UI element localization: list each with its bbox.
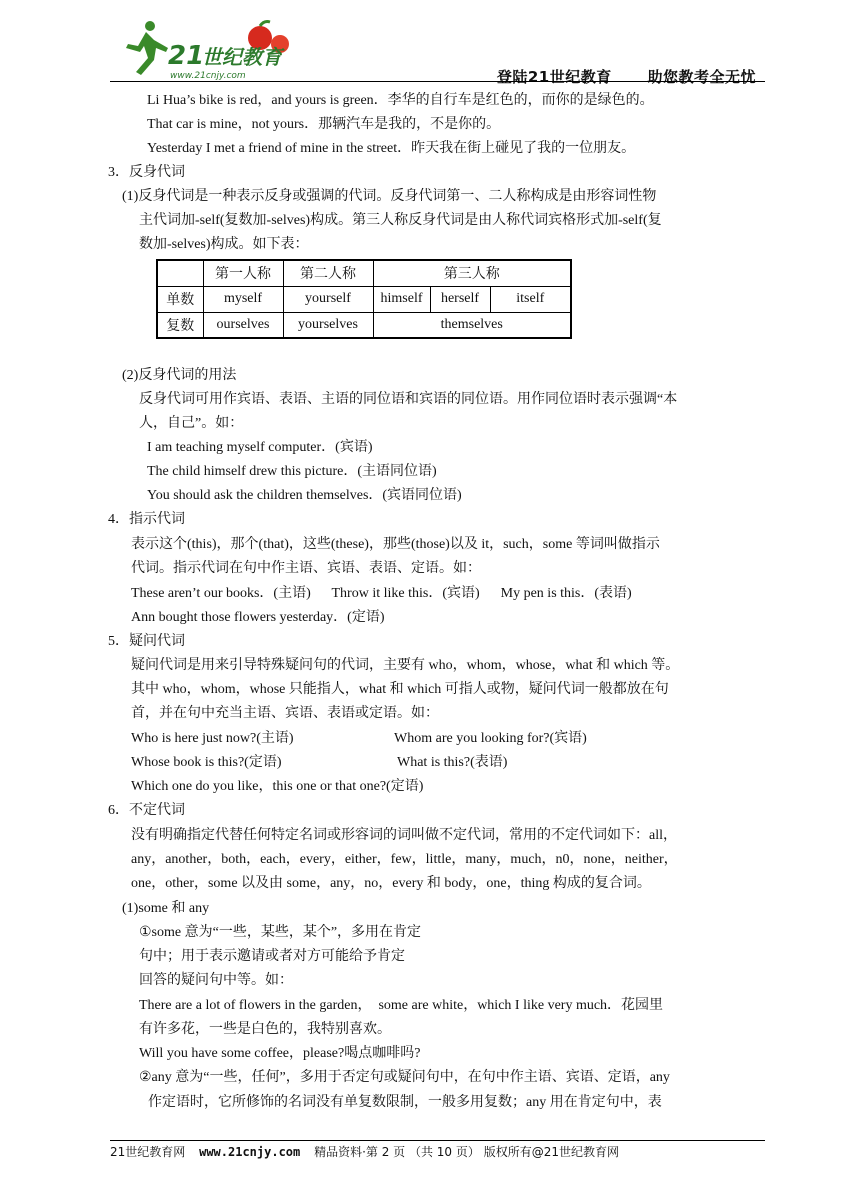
- section-heading: 3．反身代词: [108, 165, 185, 180]
- svg-text:21: 21: [168, 41, 205, 71]
- text-line: (1)some 和 any: [122, 901, 210, 916]
- reflexive-pronoun-table: [156, 259, 572, 339]
- text-line: 数加-selves)构成。如下表：: [139, 237, 309, 252]
- slogan-left: 登陆21世纪教育: [496, 68, 612, 86]
- text-line: 有许多花，一些是白色的，我特别喜欢。: [139, 1022, 391, 1037]
- text-line: ②any 意为“一些，任何”，多用于否定句或疑问句中，在句中作主语、宾语、定语，any: [139, 1070, 670, 1085]
- text-line: There are a lot of flowers in the garden， some are white，which I like very much．花园里: [139, 998, 664, 1013]
- text-line: What is this?(表语): [397, 755, 508, 770]
- table-cell: myself: [203, 286, 283, 312]
- text-line: ①some 意为“一些，某些，某个”，多用在肯定: [139, 925, 422, 940]
- text-line: 疑问代词是用来引导特殊疑问句的代词，主要有 who，whom，whose，what 和 which 等。: [131, 658, 680, 673]
- text-line: 没有明确指定代替任何特定名词或形容词的词叫做不定代词，常用的不定代词如下：all，: [131, 828, 677, 843]
- footer-info: 精品资料·第 2 页 （共 10 页） 版权所有@21世纪教育网: [314, 1145, 619, 1159]
- table-row: [157, 286, 571, 312]
- text-line: 人，自己”。如：: [139, 416, 244, 431]
- text-line: Whom are you looking for?(宾语): [394, 731, 587, 746]
- table-cell: yourself: [283, 286, 373, 312]
- section-heading: 4．指示代词: [108, 512, 185, 527]
- table-row: [157, 260, 571, 286]
- text-line: Will you have some coffee，please?喝点咖啡吗?: [139, 1046, 421, 1061]
- table-cell: 第二人称: [283, 260, 373, 286]
- text-line: Li Hua’s bike is red，and yours is green．李华的自行车是红色的，而你的是绿色的。: [147, 93, 654, 108]
- text-line: These aren’t our books．(主语) Throw it like this．(宾语) My pen is this．(表语): [131, 586, 632, 601]
- footer-url[interactable]: www.21cnjy.com: [199, 1145, 301, 1159]
- text-line: Who is here just now?(主语): [131, 731, 294, 746]
- header-rule: [110, 81, 765, 82]
- text-line: (2)反身代词的用法: [122, 368, 237, 383]
- table-cell: herself: [430, 286, 490, 312]
- text-line: 回答的疑问句中等。如：: [139, 973, 293, 988]
- text-line: 作定语时，它所修饰的名词没有单复数限制，一般多用复数；any 用在肯定句中，表: [148, 1095, 662, 1110]
- text-line: Which one do you like，this one or that one?(定语): [131, 779, 424, 794]
- text-line: I am teaching myself computer．(宾语): [147, 440, 373, 455]
- table-cell: 复数: [157, 312, 203, 338]
- footer-site: 21世纪教育网: [110, 1145, 186, 1159]
- table-cell: 第三人称: [373, 260, 571, 286]
- text-line: 句中；用于表示邀请或者对方可能给予肯定: [139, 949, 405, 964]
- text-line: 主代词加-self(复数加-selves)构成。第三人称反身代词是由人称代词宾格形式加-self(复: [139, 213, 662, 228]
- text-line: 表示这个(this)，那个(that)，这些(these)，那些(those)以及 it，such，some 等词叫做指示: [131, 537, 660, 552]
- table-cell: ourselves: [203, 312, 283, 338]
- text-line: Ann bought those flowers yesterday．(定语): [131, 610, 385, 625]
- svg-text:www.21cnjy.com: www.21cnjy.com: [170, 71, 246, 80]
- header-slogan: [467, 66, 756, 87]
- table-cell: themselves: [373, 312, 571, 338]
- text-line: 代词。指示代词在句中作主语、宾语、表语、定语。如：: [131, 561, 481, 576]
- table-cell: 第一人称: [203, 260, 283, 286]
- section-heading: 6．不定代词: [108, 803, 185, 818]
- text-line: 其中 who，whom，whose 只能指人，what 和 which 可指人或物，疑问代词一般都放在句: [131, 682, 669, 697]
- table-cell: 单数: [157, 286, 203, 312]
- page-header: [96, 12, 764, 86]
- section-heading: 5．疑问代词: [108, 634, 185, 649]
- text-line: any，another，both，each，every，either，few，little，many，much，n0，none，neither，: [131, 852, 678, 867]
- text-line: Yesterday I met a friend of mine in the street．昨天我在街上碰见了我的一位朋友。: [147, 141, 636, 156]
- slogan-right: 助您教考全无忧: [647, 68, 756, 86]
- text-line: Whose book is this?(定语): [131, 755, 282, 770]
- table-cell: himself: [373, 286, 430, 312]
- text-line: (1)反身代词是一种表示反身或强调的代词。反身代词第一、二人称构成是由形容词性物: [122, 189, 657, 204]
- table-row: [157, 312, 571, 338]
- table-cell: itself: [490, 286, 571, 312]
- table-cell: [157, 260, 203, 286]
- text-line: That car is mine，not yours．那辆汽车是我的，不是你的。: [147, 117, 501, 132]
- text-line: 反身代词可用作宾语、表语、主语的同位语和宾语的同位语。用作同位语时表示强调“本: [139, 392, 678, 407]
- svg-text:世纪教育: 世纪教育: [202, 45, 282, 69]
- text-line: You should ask the children themselves．(宾语同位语): [147, 488, 462, 503]
- footer-rule: [110, 1140, 765, 1141]
- text-line: The child himself drew this picture．(主语同位语): [147, 464, 437, 479]
- text-line: 首，并在句中充当主语、宾语、表语或定语。如：: [131, 706, 439, 721]
- site-logo: [110, 16, 310, 80]
- table-cell: yourselves: [283, 312, 373, 338]
- page-footer: [110, 1143, 619, 1160]
- text-line: one，other，some 以及由 some，any，no，every 和 body，one，thing 构成的复合词。: [131, 876, 651, 891]
